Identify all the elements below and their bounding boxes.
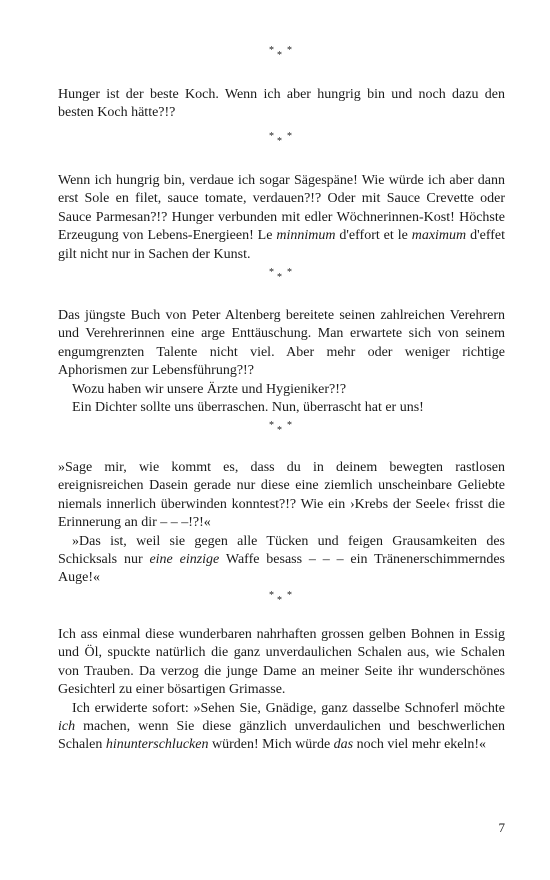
asterisk: * — [269, 420, 274, 431]
asterisk: * — [287, 267, 292, 278]
text-run: Ich erwiderte sofort: »Sehen Sie, Gnädige, ganz dasselbe Schnoferl möchte — [72, 700, 505, 716]
section-2 — [58, 172, 505, 264]
section-separator — [58, 132, 505, 146]
paragraph — [58, 86, 505, 123]
text-run: Hunger ist der beste Koch. Wenn ich aber hungrig bin und noch dazu den besten Koch hätte?!? — [58, 87, 505, 121]
section-4 — [58, 459, 505, 588]
emphasis-text: das — [333, 737, 354, 753]
text-run: d'effet gilt nicht nur in Sachen der Kunst. — [58, 228, 505, 262]
book-page — [58, 0, 505, 880]
section-3 — [58, 307, 505, 417]
text-run: Das jüngste Buch von Peter Altenberg bereitete seinen zahlreichen Verehrern und Verehrerinnen eine arge Enttäuschung. Man erwartete sich von seinem engumgrenzten Talente nicht viel. Aber mehr oder weniger richtige Aphorismen zur Lebensführung?!? — [58, 308, 505, 379]
emphasis-text: maximum — [411, 228, 467, 244]
section-5 — [58, 626, 505, 755]
text-run: »Sage mir, wie kommt es, dass du in deinem bewegten rastlosen ereignisreichen Dasein gerade nur diese eine ziemlich unscheinbare Geliebte niemals innerlich überwinden konntest?!? Wie ein ›Krebs der Seele‹ frisst die Erinnerung an dir – – –!?!« — [58, 460, 505, 531]
paragraph — [58, 533, 505, 588]
asterisk: * — [269, 590, 274, 601]
paragraph — [58, 172, 505, 264]
paragraph — [58, 700, 505, 755]
emphasis-text: eine einzige — [149, 552, 220, 568]
asterisk: * — [287, 590, 292, 601]
asterisk: * — [277, 50, 282, 61]
section-separator — [58, 46, 505, 60]
asterisk: * — [287, 131, 292, 142]
emphasis-text: ich — [58, 719, 76, 735]
asterisk: * — [277, 425, 282, 436]
text-run: würden! Mich würde — [208, 737, 334, 753]
asterisk: * — [287, 420, 292, 431]
asterisk: * — [277, 595, 282, 606]
asterisk: * — [277, 136, 282, 147]
paragraph — [58, 381, 505, 399]
text-run: Wozu haben wir unsere Ärzte und Hygieniker?!? — [72, 381, 347, 397]
paragraph — [58, 459, 505, 533]
text-run: Ich ass einmal diese wunderbaren nahrhaften grossen gelben Bohnen in Essig und Öl, spuckte natürlich die ganz unverdaulichen Schalen aus, wie Schalen von Trauben. Da verzog die junge Dame an meiner Seite ihr wunderschönes Gesichterl zu einer bösartigen Grimasse. — [58, 627, 505, 698]
asterisk: * — [269, 45, 274, 56]
asterisk: * — [287, 45, 292, 56]
section-1 — [58, 86, 505, 123]
paragraph — [58, 307, 505, 381]
section-separator — [58, 268, 505, 282]
text-run: Wenn ich hungrig bin, verdaue ich sogar Sägespäne! Wie würde ich aber dann erst Sole en filet, sauce tomate, verdauen?!? Oder mit Sauce Crevette oder Sauce Parmesan?!? Hunger verbunden mit edler Wöchnerinnen-Kost! Höchste Erzeugung von Lebens-Energieen! Le — [58, 173, 505, 244]
emphasis-text: minnimum — [276, 228, 336, 244]
text-run: noch viel mehr ekeln!« — [353, 737, 487, 753]
page-number: 7 — [498, 820, 505, 835]
asterisk: * — [269, 267, 274, 278]
text-run: Ein Dichter sollte uns überraschen. Nun, überrascht hat er uns! — [72, 400, 424, 416]
text-run: Waffe besass – – – ein Tränenerschimmerndes Auge!« — [58, 552, 505, 586]
asterisk: * — [269, 131, 274, 142]
text-run: »Das ist, weil sie gegen alle Tücken und feigen Grausamkeiten des Schicksals nur — [58, 533, 505, 568]
paragraph — [58, 626, 505, 700]
asterisk: * — [277, 272, 282, 283]
paragraph — [58, 399, 505, 417]
text-run: machen, wenn Sie diese gänzlich unverdaulichen und beschwerlichen Schalen — [58, 719, 505, 753]
section-separator — [58, 591, 505, 605]
section-separator — [58, 421, 505, 435]
emphasis-text: hinunterschlucken — [105, 737, 209, 753]
text-run: d'effort et le — [335, 228, 412, 244]
